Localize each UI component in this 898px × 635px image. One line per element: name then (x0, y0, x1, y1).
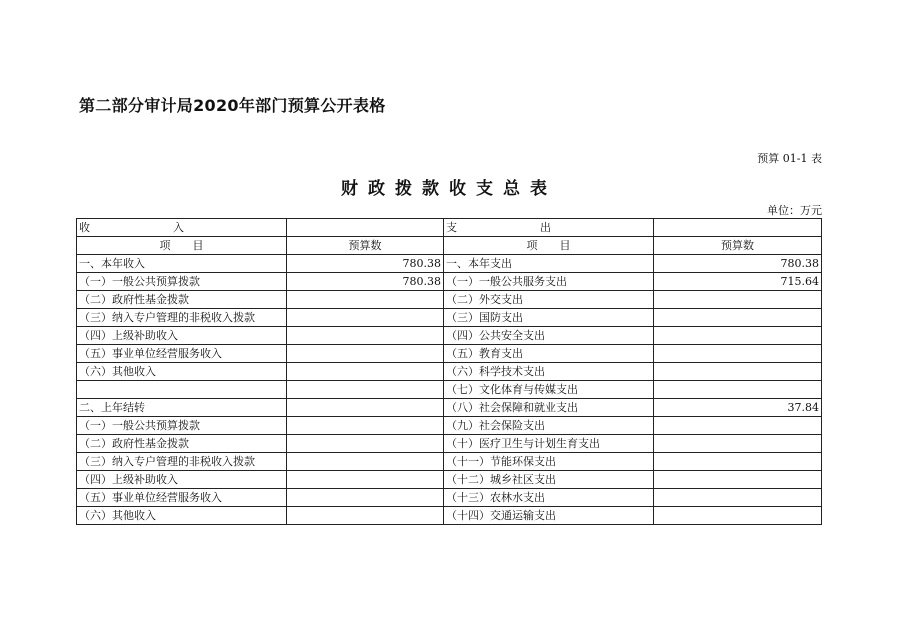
expense-item-cell: （十）医疗卫生与计划生育支出 (444, 435, 654, 453)
expense-value-cell (654, 345, 822, 363)
income-item-cell: （二）政府性基金拨款 (77, 291, 287, 309)
table-title: 财政拨款收支总表 (341, 179, 557, 199)
expense-value-cell (654, 489, 822, 507)
income-item-cell: （二）政府性基金拨款 (77, 435, 287, 453)
table-row (77, 309, 822, 327)
income-item-cell: （六）其他收入 (77, 363, 287, 381)
expense-item-cell: （十四）交通运输支出 (444, 507, 654, 525)
income-item-cell: （四）上级补助收入 (77, 471, 287, 489)
income-value-cell (287, 309, 444, 327)
income-item-cell: （六）其他收入 (77, 507, 287, 525)
expense-value-cell (654, 327, 822, 345)
income-value-cell (287, 489, 444, 507)
income-value-cell: 780.38 (287, 255, 444, 273)
income-budget-header: 预算数 (287, 237, 444, 255)
expense-item-cell: （十三）农林水支出 (444, 489, 654, 507)
expense-value-cell (654, 471, 822, 489)
income-header-blank (287, 219, 444, 237)
expense-header-2: 出 (540, 221, 551, 234)
expense-value-cell: 715.64 (654, 273, 822, 291)
expense-item-cell: （十一）节能环保支出 (444, 453, 654, 471)
income-value-cell (287, 363, 444, 381)
table-row (77, 417, 822, 435)
expense-item-cell: （一）一般公共服务支出 (444, 273, 654, 291)
expense-item-cell: （五）教育支出 (444, 345, 654, 363)
expense-header: 支 (446, 221, 457, 234)
expense-item-cell: （七）文化体育与传媒支出 (444, 381, 654, 399)
income-header-2: 入 (173, 221, 184, 234)
expense-item-cell: （六）科学技术支出 (444, 363, 654, 381)
income-item-cell: （三）纳入专户管理的非税收入拨款 (77, 453, 287, 471)
unit-label: 单位：万元 (767, 204, 822, 217)
table-row (77, 345, 822, 363)
income-header-cell (77, 219, 287, 237)
header-row-columns (77, 237, 822, 255)
expense-value-cell: 37.84 (654, 399, 822, 417)
expense-value-cell (654, 309, 822, 327)
income-value-cell (287, 291, 444, 309)
table-row (77, 363, 822, 381)
table-body (77, 255, 822, 525)
table-row (77, 399, 822, 417)
table-row (77, 471, 822, 489)
income-item-cell: （三）纳入专户管理的非税收入拨款 (77, 309, 287, 327)
income-item-cell: （五）事业单位经营服务收入 (77, 345, 287, 363)
expense-item-cell: （三）国防支出 (444, 309, 654, 327)
header-row-category (77, 219, 822, 237)
expense-item-header: 项 目 (444, 237, 654, 255)
budget-table (76, 218, 822, 525)
table-row (77, 291, 822, 309)
table-row (77, 381, 822, 399)
expense-value-cell (654, 291, 822, 309)
table-row (77, 273, 822, 291)
expense-value-cell (654, 417, 822, 435)
table-row (77, 453, 822, 471)
income-item-header: 项 目 (77, 237, 287, 255)
expense-item-cell: （二）外交支出 (444, 291, 654, 309)
expense-value-cell (654, 453, 822, 471)
expense-item-cell: （九）社会保险支出 (444, 417, 654, 435)
income-header: 收 (79, 221, 90, 234)
income-value-cell (287, 507, 444, 525)
expense-item-cell: （四）公共安全支出 (444, 327, 654, 345)
income-value-cell: 780.38 (287, 273, 444, 291)
expense-value-cell (654, 507, 822, 525)
income-value-cell (287, 327, 444, 345)
income-value-cell (287, 417, 444, 435)
income-item-cell: 一、本年收入 (77, 255, 287, 273)
table-row (77, 435, 822, 453)
income-item-cell: （四）上级补助收入 (77, 327, 287, 345)
income-value-cell (287, 381, 444, 399)
table-row (77, 327, 822, 345)
expense-item-cell: 一、本年支出 (444, 255, 654, 273)
section-title: 第二部分审计局2020年部门预算公开表格 (79, 96, 386, 115)
income-item-cell: （五）事业单位经营服务收入 (77, 489, 287, 507)
expense-value-cell (654, 363, 822, 381)
income-item-cell: （一）一般公共预算拨款 (77, 273, 287, 291)
table-row (77, 507, 822, 525)
expense-header-cell (444, 219, 654, 237)
expense-value-cell: 780.38 (654, 255, 822, 273)
income-item-cell: （一）一般公共预算拨款 (77, 417, 287, 435)
expense-value-cell (654, 435, 822, 453)
expense-item-cell: （十二）城乡社区支出 (444, 471, 654, 489)
income-value-cell (287, 399, 444, 417)
income-value-cell (287, 345, 444, 363)
expense-budget-header: 预算数 (654, 237, 822, 255)
expense-value-cell (654, 381, 822, 399)
expense-header-blank (654, 219, 822, 237)
income-value-cell (287, 453, 444, 471)
form-number: 预算 01-1 表 (757, 152, 822, 165)
income-value-cell (287, 435, 444, 453)
income-item-cell (77, 381, 287, 399)
income-value-cell (287, 471, 444, 489)
expense-item-cell: （八）社会保障和就业支出 (444, 399, 654, 417)
table-row (77, 255, 822, 273)
table-row (77, 489, 822, 507)
income-item-cell: 二、上年结转 (77, 399, 287, 417)
